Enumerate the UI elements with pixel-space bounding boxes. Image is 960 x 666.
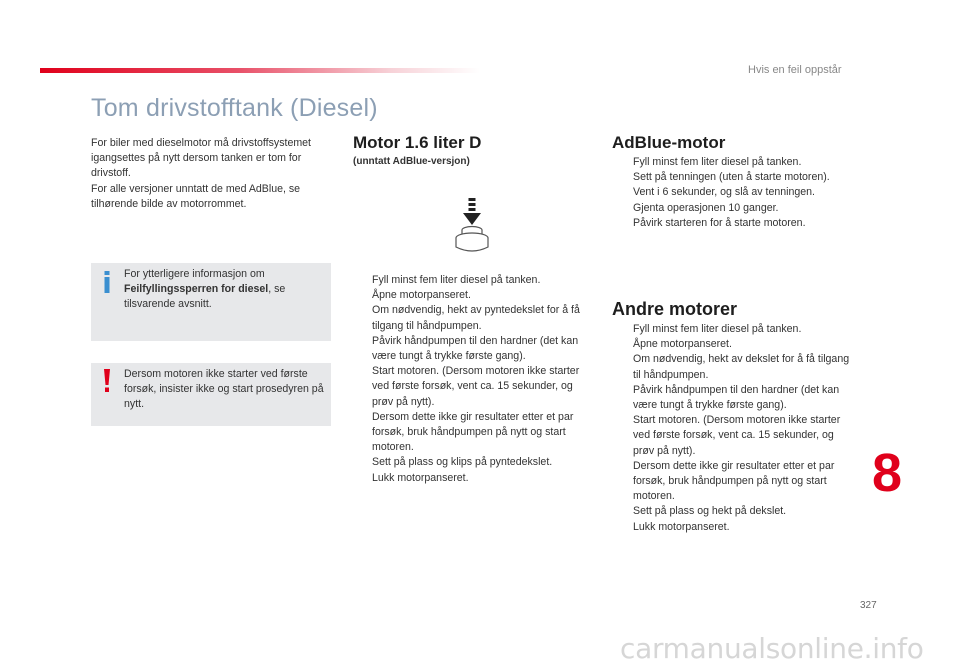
warning-text: Dersom motoren ikke starter ved første forsøk, insister ikke og start prosedyren på nytt.: [124, 368, 324, 411]
info-text: [124, 267, 324, 313]
list-item-text: Start motoren. (Dersom motoren ikke starter ved første forsøk, vent ca. 15 sekunder, og prøv på nytt).: [372, 365, 580, 408]
list-item-text: Fyll minst fem liter diesel på tanken.: [633, 323, 802, 335]
motor16-subheading: (unntatt AdBlue-versjon): [353, 156, 470, 167]
intro-paragraph: For biler med dieselmotor må drivstoffsystemet igangsettes på nytt dersom tanken er tom for drivstoff.: [91, 137, 311, 180]
info-text-bold: Feilfyllingssperren for diesel: [124, 283, 269, 296]
list-item-text: Sett på tenningen (uten å starte motoren).: [633, 171, 830, 184]
warning-box: [91, 363, 331, 426]
watermark: carmanualsonline.info: [620, 632, 924, 665]
list-item-text: Fyll minst fem liter diesel på tanken.: [633, 156, 802, 168]
section-label: Hvis en feil oppstår: [748, 64, 842, 76]
list-item-text: Påvirk håndpumpen til den hardner (det kan være tungt å trykke første gang).: [633, 383, 840, 412]
page-number: 327: [860, 600, 877, 611]
list-item: [614, 459, 854, 505]
list-item-text: Gjenta operasjonen 10 ganger.: [633, 201, 779, 214]
adblue-steps: [614, 155, 859, 231]
list-item: [614, 413, 854, 459]
list-item-text: Åpne motorpanseret.: [372, 289, 471, 302]
list-item: [614, 520, 854, 535]
info-icon: [101, 271, 113, 293]
list-item: [353, 364, 593, 410]
motor16-heading: Motor 1.6 liter D: [353, 133, 482, 152]
list-item: [353, 273, 593, 288]
list-item-text: Dersom dette ikke gir resultater etter et par forsøk, bruk håndpumpen på nytt og start motoren.: [372, 410, 574, 454]
list-item: [614, 322, 854, 337]
list-item-text: Sett på plass og hekt på dekslet.: [633, 505, 787, 518]
intro-text: [91, 136, 331, 212]
list-item-text: Påvirk håndpumpen til den hardner (det kan være tungt å trykke første gang).: [372, 334, 579, 363]
chapter-number: 8: [872, 443, 903, 503]
list-item: [614, 504, 854, 519]
list-item: [614, 352, 854, 382]
info-box: [91, 263, 331, 341]
list-item-text: Fyll minst fem liter diesel på tanken.: [372, 274, 541, 286]
list-item: [614, 155, 859, 170]
list-item: [614, 337, 854, 352]
list-item-text: Åpne motorpanseret.: [633, 338, 732, 351]
list-item-text: Om nødvendig, hekt av dekslet for å få tilgang til håndpumpen.: [633, 353, 850, 381]
hand-pump-icon: [454, 196, 490, 256]
intro-paragraph: For alle versjoner unntatt de med AdBlue, se tilhørende bilde av motorrommet.: [91, 182, 301, 210]
info-text-start: For ytterligere informasjon om: [124, 268, 265, 280]
list-item: [614, 201, 859, 216]
list-item-text: Vent i 6 sekunder, og slå av tenningen.: [633, 186, 815, 199]
list-item: [353, 455, 593, 470]
list-item-text: Lukk motorpanseret.: [633, 520, 730, 533]
list-item: [614, 185, 859, 200]
list-item: [614, 216, 859, 231]
info-text-end: , se tilsvarende avsnitt.: [124, 283, 286, 311]
list-item: [353, 471, 593, 486]
list-item-text: Lukk motorpanseret.: [372, 471, 469, 484]
list-item-text: Start motoren. (Dersom motoren ikke starter ved første forsøk, vent ca. 15 sekunder, og prøv på nytt).: [633, 414, 841, 457]
andre-steps: [614, 322, 854, 535]
list-item-text: Påvirk starteren for å starte motoren.: [633, 216, 806, 229]
page-title: Tom drivstofftank (Diesel): [91, 94, 378, 122]
andre-heading: Andre motorer: [612, 299, 738, 319]
list-item: [353, 303, 593, 333]
list-item-text: Sett på plass og klips på pyntedekslet.: [372, 456, 553, 469]
list-item: [353, 288, 593, 303]
list-item: [353, 410, 593, 456]
list-item-text: Dersom dette ikke gir resultater etter et par forsøk, bruk håndpumpen på nytt og start motoren.: [633, 459, 835, 503]
list-item: [353, 334, 593, 364]
list-item-text: Om nødvendig, hekt av pyntedekslet for å få tilgang til håndpumpen.: [372, 304, 580, 332]
header-accent-bar: [40, 68, 480, 73]
motor16-steps: [353, 273, 593, 486]
list-item: [614, 383, 854, 413]
warning-icon: [102, 369, 112, 393]
adblue-heading: AdBlue-motor: [612, 133, 726, 152]
list-item: [614, 170, 859, 185]
